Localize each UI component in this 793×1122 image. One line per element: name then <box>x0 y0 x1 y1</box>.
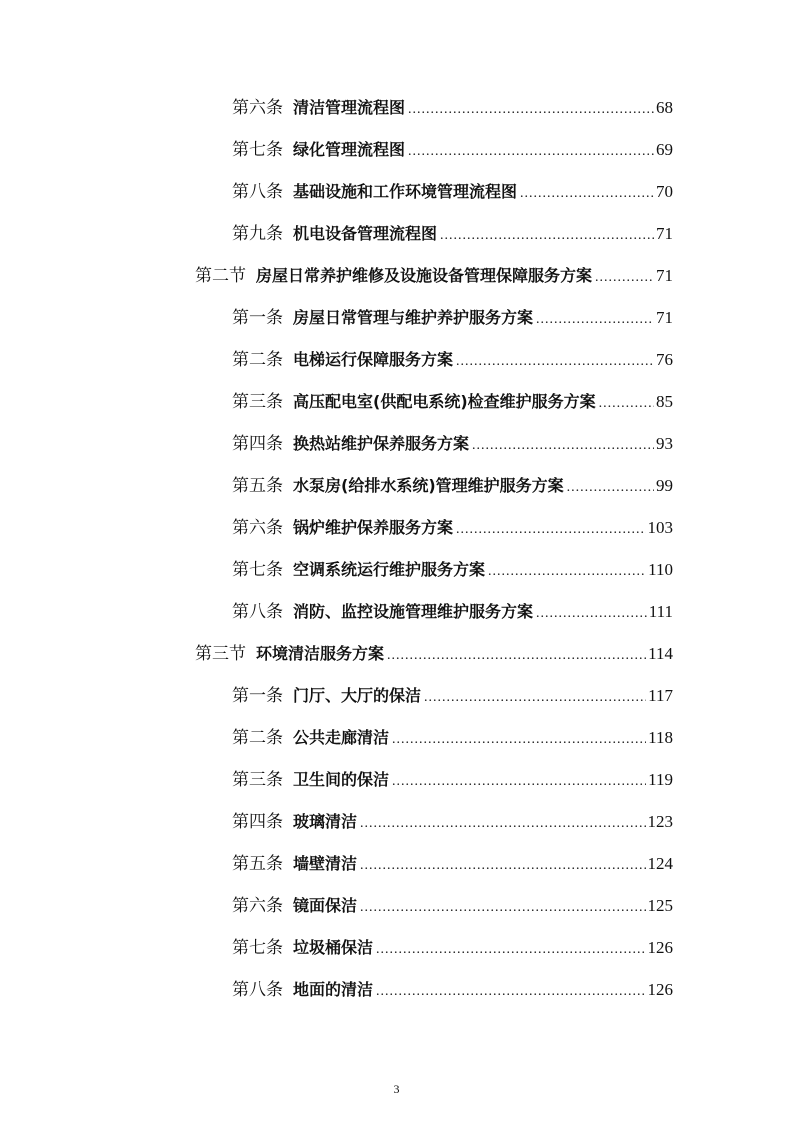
entry-title: 机电设备管理流程图 <box>293 224 438 243</box>
entry-page-number: 118 <box>648 728 673 747</box>
toc-entry[interactable] <box>232 768 673 794</box>
dot-leader <box>376 980 645 1004</box>
entry-number: 第三条 <box>232 392 283 412</box>
toc-entry[interactable] <box>232 936 673 962</box>
dot-leader <box>456 518 645 542</box>
entry-number: 第六条 <box>232 518 283 538</box>
dot-leader <box>456 350 654 374</box>
entry-number: 第九条 <box>232 224 283 244</box>
dot-leader <box>567 476 654 500</box>
entry-number: 第八条 <box>232 980 283 1000</box>
entry-title: 高压配电室(供配电系统)检查维护服务方案 <box>293 392 596 411</box>
entry-page-number: 69 <box>656 140 673 159</box>
dot-leader <box>360 854 645 878</box>
dot-leader <box>360 812 645 836</box>
entry-title: 镜面保洁 <box>293 896 358 915</box>
section-page-number: 114 <box>648 644 673 663</box>
dot-leader <box>440 224 654 248</box>
toc-entry[interactable] <box>232 180 673 206</box>
entry-page-number: 103 <box>647 518 673 537</box>
section-number: 第三节 <box>195 644 246 664</box>
toc-entry[interactable] <box>232 684 673 710</box>
entry-title: 绿化管理流程图 <box>293 140 406 159</box>
entry-page-number: 76 <box>656 350 673 369</box>
toc-entry[interactable] <box>232 852 673 878</box>
toc-section-entry[interactable] <box>195 264 673 290</box>
entry-number: 第五条 <box>232 476 283 496</box>
entry-page-number: 117 <box>648 686 673 705</box>
section-title: 房屋日常养护维修及设施设备管理保障服务方案 <box>256 266 593 285</box>
toc-entry[interactable] <box>232 390 673 416</box>
entry-number: 第八条 <box>232 602 283 622</box>
entry-number: 第二条 <box>232 350 283 370</box>
entry-title: 锅炉维护保养服务方案 <box>293 518 454 537</box>
entry-page-number: 93 <box>656 434 673 453</box>
entry-title: 电梯运行保障服务方案 <box>293 350 454 369</box>
dot-leader <box>520 182 654 206</box>
entry-title: 卫生间的保洁 <box>293 770 390 789</box>
entry-title: 玻璃清洁 <box>293 812 358 831</box>
toc-entry[interactable] <box>232 474 673 500</box>
toc-entry[interactable] <box>232 726 673 752</box>
entry-number: 第六条 <box>232 98 283 118</box>
entry-page-number: 126 <box>647 980 673 999</box>
toc-entry[interactable] <box>232 348 673 374</box>
dot-leader <box>595 266 654 290</box>
entry-page-number: 68 <box>656 98 673 117</box>
entry-title: 公共走廊清洁 <box>293 728 390 747</box>
entry-title: 墙壁清洁 <box>293 854 358 873</box>
entry-number: 第六条 <box>232 896 283 916</box>
dot-leader <box>408 140 654 164</box>
entry-number: 第三条 <box>232 770 283 790</box>
toc-entry[interactable] <box>232 222 673 248</box>
toc-section-entry[interactable] <box>195 642 673 668</box>
entry-number: 第一条 <box>232 686 283 706</box>
entry-page-number: 126 <box>647 938 673 957</box>
entry-number: 第七条 <box>232 938 283 958</box>
entry-number: 第八条 <box>232 182 283 202</box>
dot-leader <box>488 560 646 584</box>
entry-number: 第四条 <box>232 434 283 454</box>
dot-leader <box>599 392 654 416</box>
entry-title: 基础设施和工作环境管理流程图 <box>293 182 518 201</box>
toc-entry[interactable] <box>232 432 673 458</box>
section-page-number: 71 <box>656 266 673 285</box>
entry-number: 第四条 <box>232 812 283 832</box>
entry-number: 第五条 <box>232 854 283 874</box>
dot-leader <box>424 686 646 710</box>
entry-page-number: 70 <box>656 182 673 201</box>
toc-entry[interactable] <box>232 96 673 122</box>
entry-page-number: 71 <box>656 308 673 327</box>
entry-title: 地面的清洁 <box>293 980 374 999</box>
entry-number: 第一条 <box>232 308 283 328</box>
entry-page-number: 85 <box>656 392 673 411</box>
dot-leader <box>536 308 654 332</box>
toc-entry[interactable] <box>232 516 673 542</box>
entry-page-number: 99 <box>656 476 673 495</box>
entry-title: 门厅、大厅的保洁 <box>293 686 422 705</box>
dot-leader <box>536 602 647 626</box>
entry-page-number: 111 <box>648 602 673 621</box>
dot-leader <box>392 770 646 794</box>
entry-title: 垃圾桶保洁 <box>293 938 374 957</box>
toc-entry[interactable] <box>232 306 673 332</box>
dot-leader <box>387 644 646 668</box>
entry-title: 空调系统运行维护服务方案 <box>293 560 486 579</box>
entry-title: 消防、监控设施管理维护服务方案 <box>293 602 534 621</box>
entry-page-number: 123 <box>647 812 673 831</box>
dot-leader <box>408 98 654 122</box>
entry-title: 清洁管理流程图 <box>293 98 406 117</box>
toc-entry[interactable] <box>232 894 673 920</box>
dot-leader <box>376 938 645 962</box>
entry-number: 第二条 <box>232 728 283 748</box>
entry-title: 水泵房(给排水系统)管理维护服务方案 <box>293 476 564 495</box>
entry-title: 换热站维护保养服务方案 <box>293 434 470 453</box>
toc-entry[interactable] <box>232 600 673 626</box>
toc-entry[interactable] <box>232 810 673 836</box>
toc-entry[interactable] <box>232 558 673 584</box>
entry-page-number: 71 <box>656 224 673 243</box>
section-number: 第二节 <box>195 266 246 286</box>
dot-leader <box>392 728 646 752</box>
dot-leader <box>360 896 645 920</box>
page-number: 3 <box>393 1082 400 1096</box>
toc-entry[interactable] <box>232 978 673 1004</box>
section-title: 环境清洁服务方案 <box>256 644 385 663</box>
entry-number: 第七条 <box>232 560 283 580</box>
toc-entry[interactable] <box>232 138 673 164</box>
entry-page-number: 110 <box>648 560 673 579</box>
entry-title: 房屋日常管理与维护养护服务方案 <box>293 308 534 327</box>
entry-page-number: 119 <box>648 770 673 789</box>
entry-number: 第七条 <box>232 140 283 160</box>
entry-page-number: 124 <box>647 854 673 873</box>
entry-page-number: 125 <box>647 896 673 915</box>
dot-leader <box>472 434 654 458</box>
